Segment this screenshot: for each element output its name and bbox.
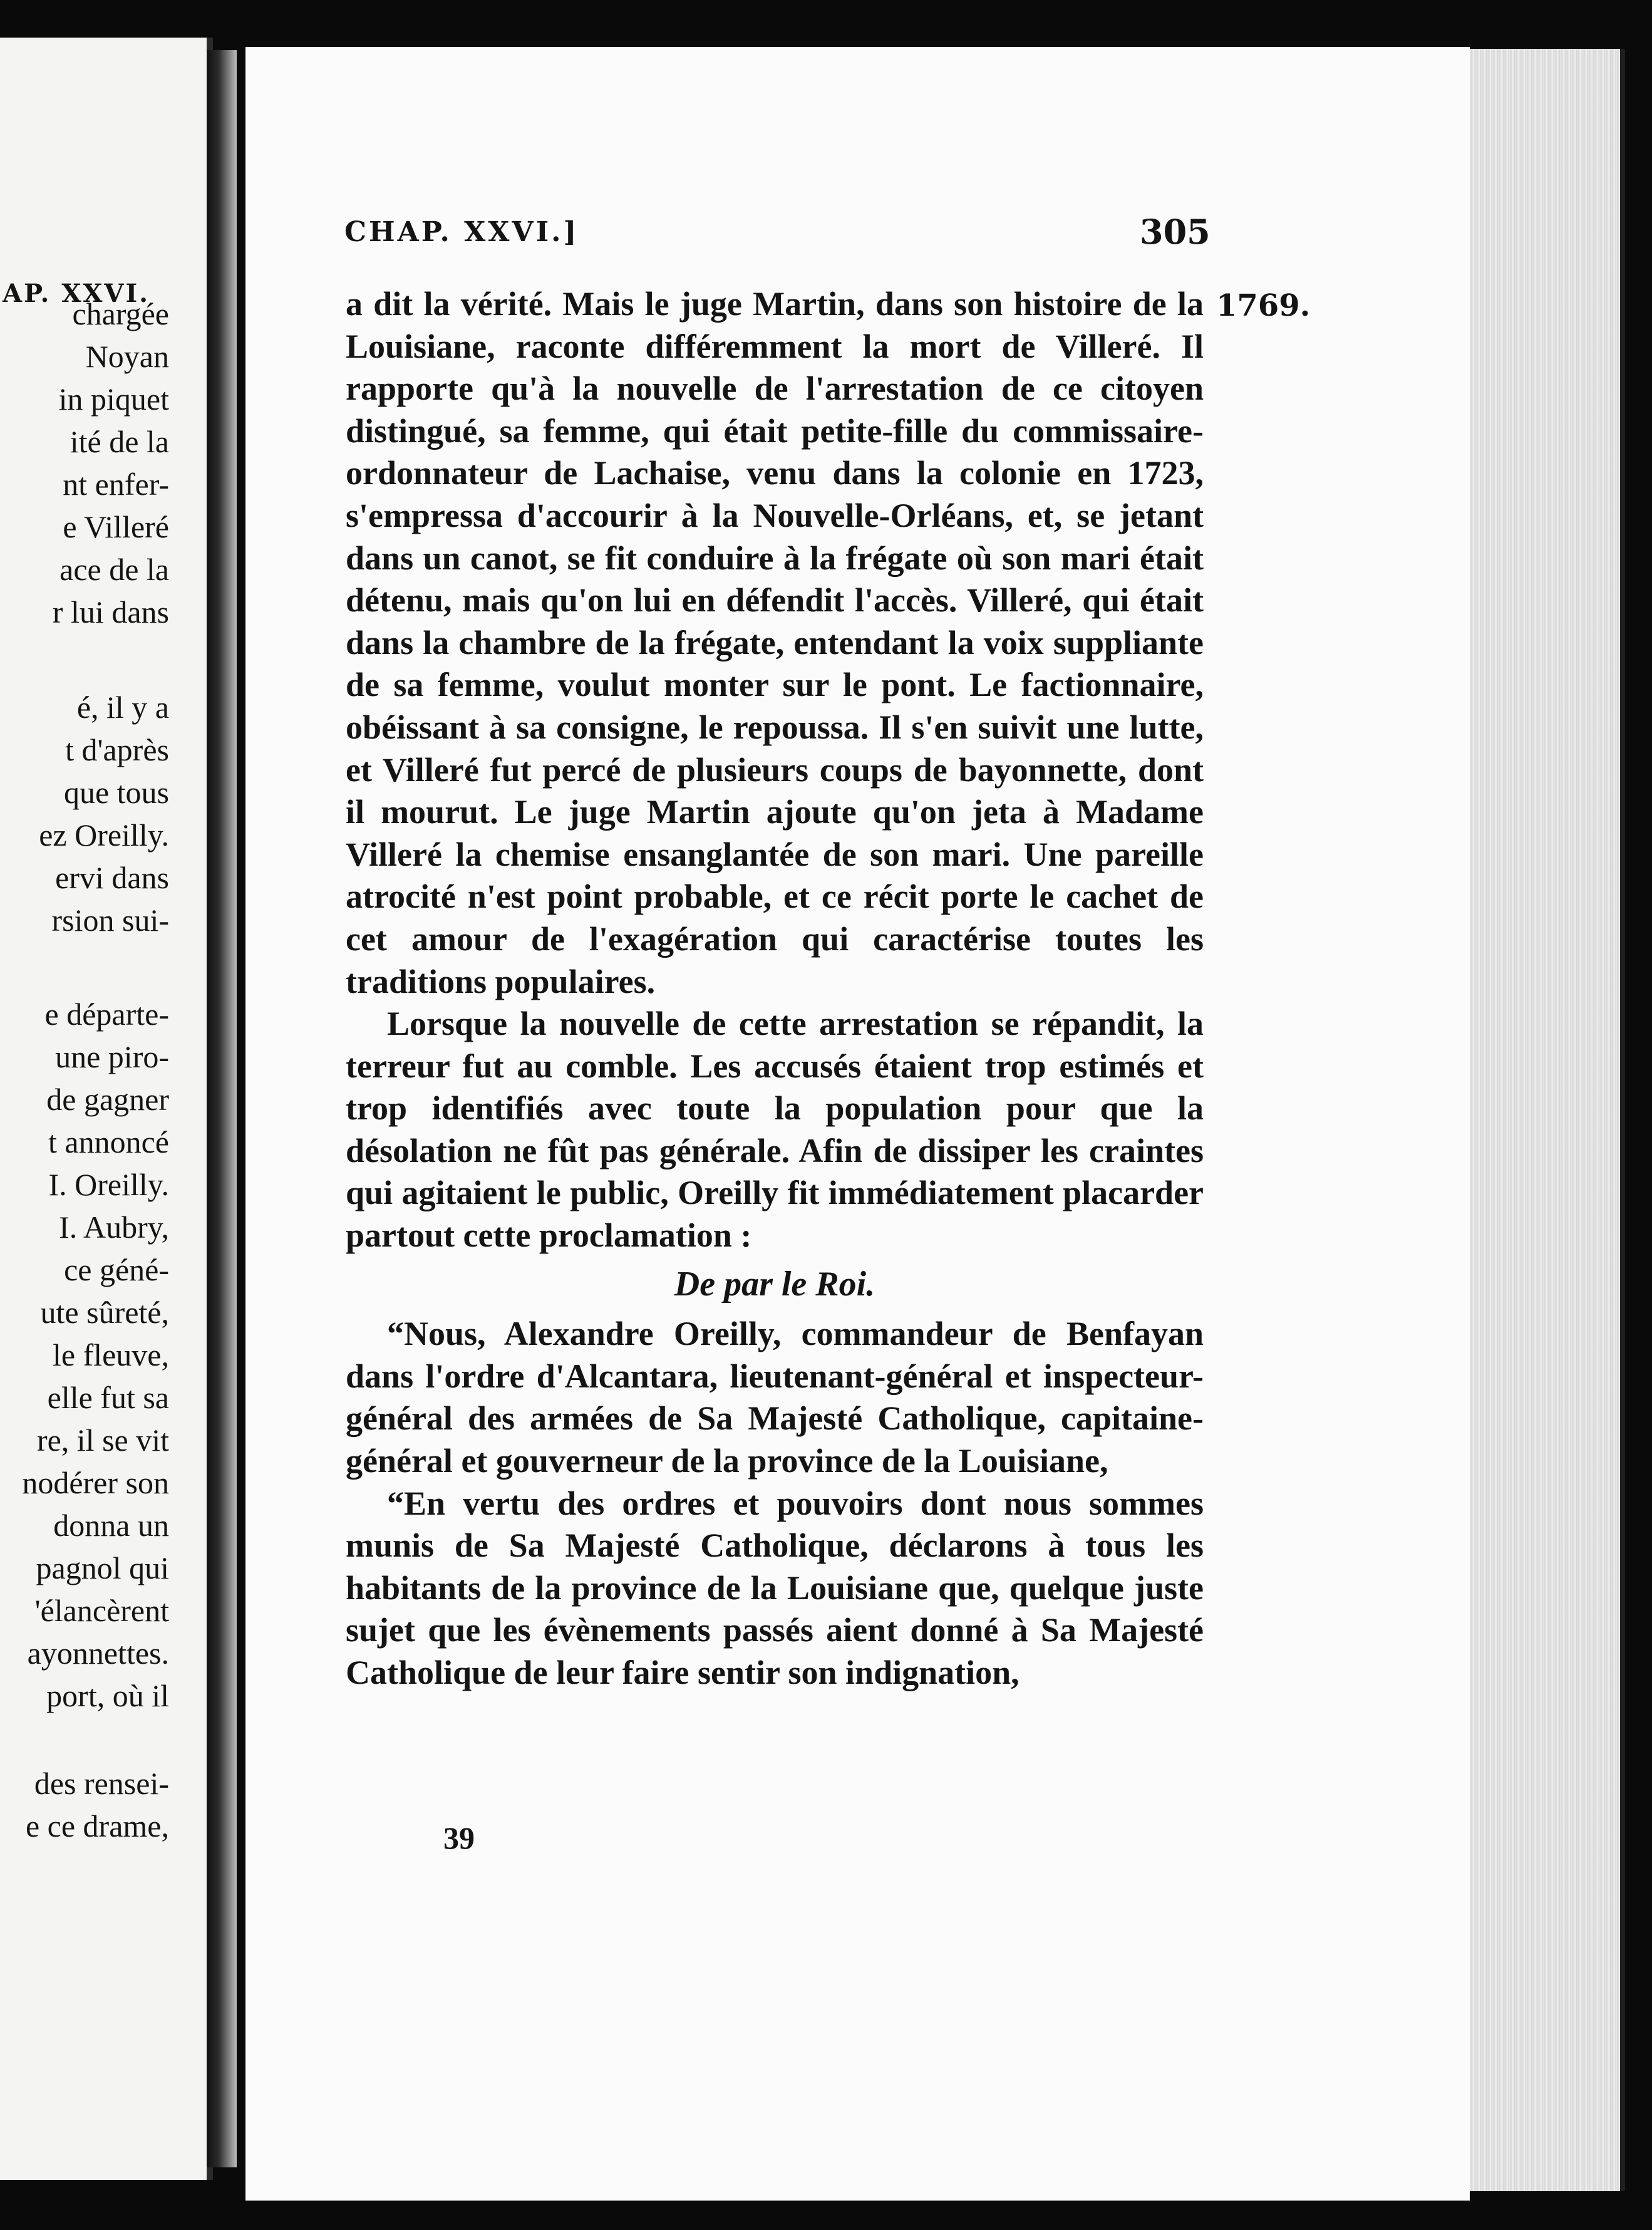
paragraph: “Nous, Alexandre Oreilly, commandeur de Benfayan dans l'ordre d'Alcantara, lieutenant-général et inspecteur-général des armées de Sa Majesté Catholique, capitaine-général et gouverneur de la province de la Louisiane, (346, 1315, 1204, 1480)
previous-page-line: é, il y a (76, 690, 169, 725)
page-edges (1470, 49, 1625, 2191)
previous-page-line: ute sûreté, (40, 1295, 169, 1330)
previous-page-line: ez Oreilly. (39, 817, 169, 853)
paragraph: a dit la vérité. Mais le juge Martin, dans son histoire de la Louisiane, raconte différemment la mort de Villeré. Il rapporte qu'à la nouvelle de l'arrestation de ce citoyen distingué, sa femme, qui était petite-fille du commissaire-ordonnateur de Lachaise, venu dans la colonie en 1723, s'empressa d'accourir à la Nouvelle-Orléans, et, se jetant dans un canot, se fit conduire à la frégate où son mari était détenu, mais qu'on lui en défendit l'accès. Villeré, qui était dans la chambre de la frégate, entendant la voix suppliante de sa femme, voulut monter sur le pont. Le factionnaire, obéissant à sa consigne, le repoussa. Il s'en suivit une lutte, et Villeré fut percé de plusieurs coups de bayonnette, dont il mourut. Le juge Martin ajoute qu'on jeta à Madame Villeré la chemise ensanglantée de son mari. Une pareille atrocité n'est point probable, et ce récit porte le cachet de cet amour de l'exagération qui caractérise toutes les traditions populaires. (346, 285, 1204, 1000)
previous-page (0, 38, 213, 2180)
previous-page-line: donna un (53, 1508, 169, 1543)
book-gutter (207, 50, 237, 2167)
running-head: CHAP. XXVI.] (344, 216, 579, 248)
previous-page-line: e ce drame, (25, 1808, 169, 1844)
previous-page-line: nodérer son (22, 1465, 169, 1500)
previous-page-line: I. Oreilly. (48, 1167, 169, 1202)
page-body (346, 283, 1204, 1694)
printer-signature-mark: 39 (443, 1820, 475, 1855)
previous-page-running-head: AP. XXVI. (3, 279, 150, 308)
previous-page-line: ité de la (70, 424, 169, 459)
previous-page-line: de gagner (46, 1082, 169, 1117)
previous-page-line: in piquet (58, 381, 169, 417)
previous-page-line: ace de la (59, 552, 169, 587)
previous-page-line: rsion sui- (51, 903, 169, 938)
previous-page-line: le fleuve, (52, 1337, 169, 1372)
previous-page-line: t d'après (65, 732, 169, 767)
previous-page-line: elle fut sa (47, 1380, 169, 1415)
previous-page-line: Noyan (85, 339, 169, 374)
previous-page-line: pagnol qui (36, 1550, 169, 1585)
previous-page-line: ayonnettes. (27, 1636, 169, 1671)
previous-page-line: 'élancèrent (34, 1593, 169, 1628)
paragraph: Lorsque la nouvelle de cette arrestation se répandit, la terreur fut au comble. Les accusés étaient trop estimés et trop identifiés avec toute la population pour que la désolation ne fût pas générale. Afin de dissiper les craintes qui agitaient le public, Oreilly fit immédiatement placarder partout cette proclamation : (346, 1005, 1204, 1255)
proclamation-heading: De par le Roi. (674, 1264, 875, 1304)
previous-page-line: r lui dans (52, 594, 169, 630)
previous-page-line: des rensei- (34, 1766, 169, 1801)
previous-page-line: ervi dans (55, 860, 169, 895)
previous-page-line: re, il se vit (36, 1423, 169, 1458)
previous-page-line: chargée (72, 296, 169, 331)
paragraph: “En vertu des ordres et pouvoirs dont nous sommes munis de Sa Majesté Catholique, déclarons à tous les habitants de la province de la Louisiane que, quelque juste sujet que les évènements passés aient donné à Sa Majesté Catholique de leur faire sentir son indignation, (346, 1484, 1204, 1691)
margin-year: 1769. (1216, 288, 1311, 323)
previous-page-line: e Villeré (63, 509, 169, 544)
previous-page-line: t annoncé (48, 1124, 169, 1159)
previous-page-line: e départe- (44, 997, 169, 1032)
page-number: 305 (1140, 212, 1211, 252)
previous-page-line: ce géné- (64, 1252, 169, 1287)
previous-page-line: port, où il (46, 1678, 169, 1713)
previous-page-line: que tous (63, 775, 169, 810)
previous-page-line: nt enfer- (63, 467, 169, 502)
previous-page-line: une piro- (55, 1039, 169, 1074)
previous-page-line: I. Aubry, (59, 1210, 169, 1245)
